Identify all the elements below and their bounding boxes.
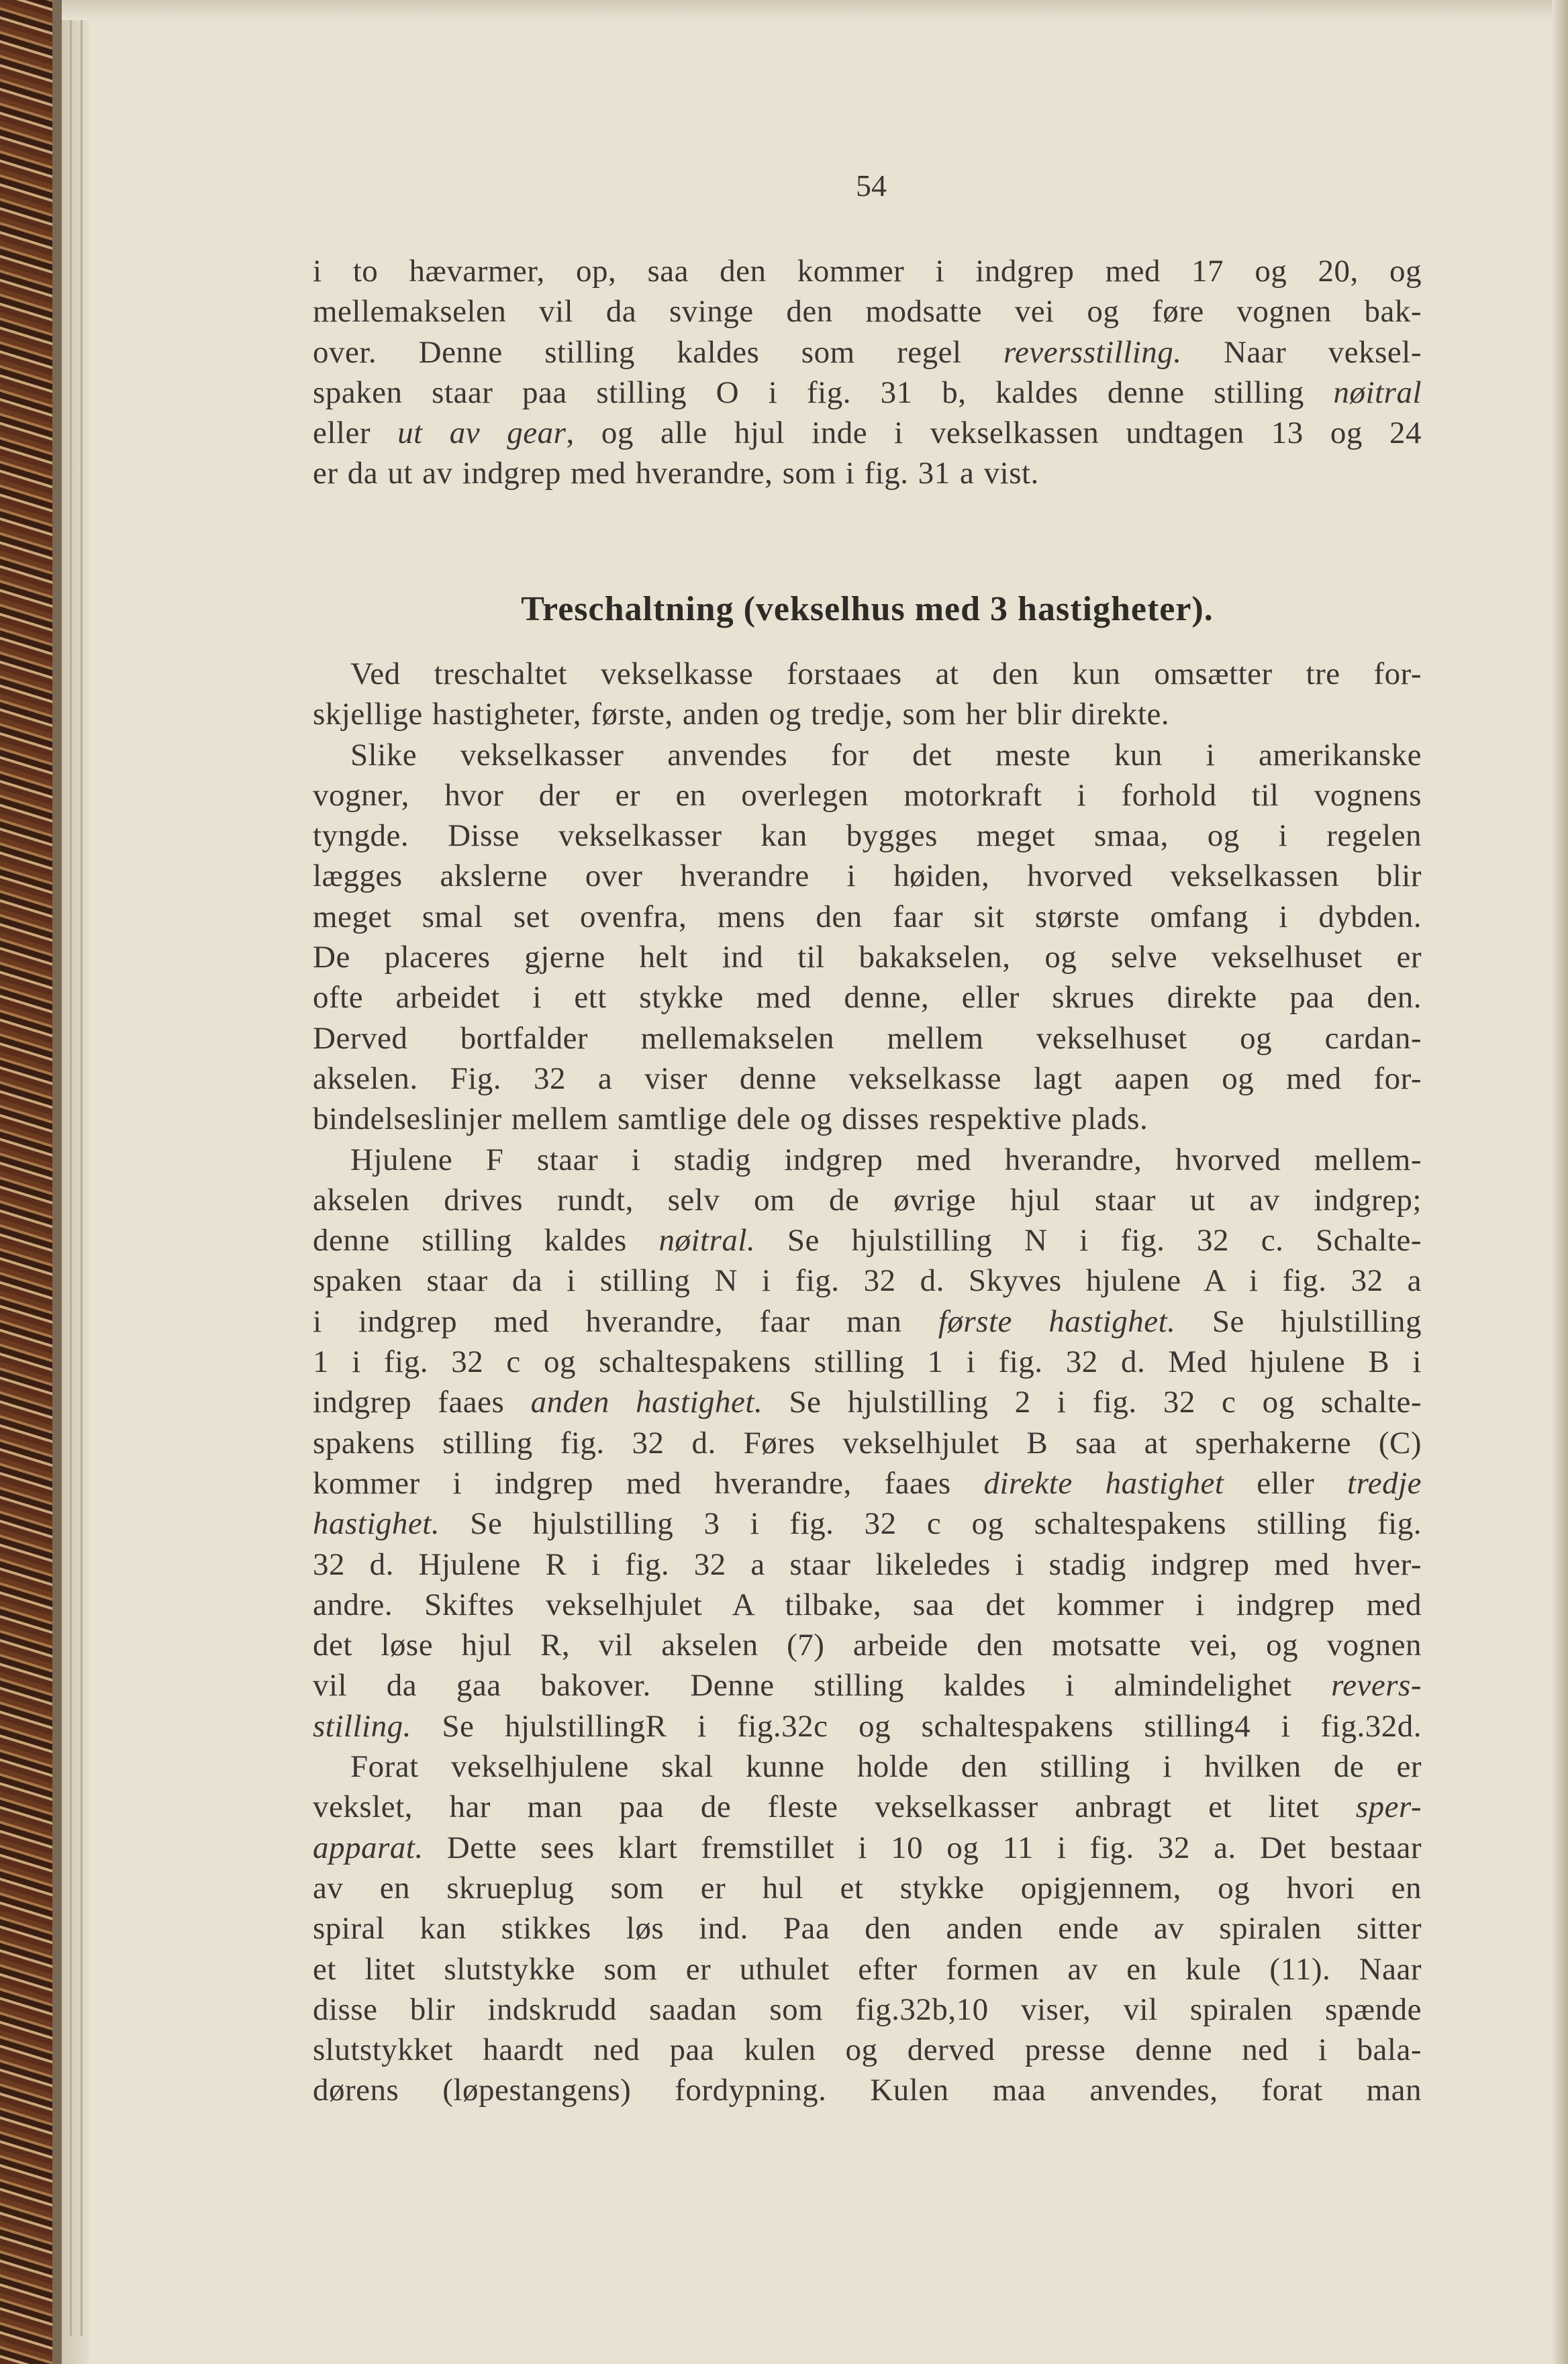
text-run: spakens stilling fig. 32 d. Føres vekselhjulet B saa at sperhakerne (C) — [313, 1425, 1422, 1461]
text-run: et litet slutstykke som er uthulet efter formen av en kule (11). Naar — [313, 1951, 1422, 1987]
italic-term: nøitral. — [658, 1223, 756, 1259]
text-run: spaken staar da i stilling N i fig. 32 d. Skyves hjulene A i fig. 32 a — [313, 1263, 1422, 1299]
text-run: 1 i fig. 32 c og schaltespakens stilling 1 i fig. 32 d. Med hjulene B i — [313, 1344, 1422, 1380]
text-line — [313, 1220, 1422, 1261]
text-line — [313, 1261, 1422, 1301]
text-line — [313, 1058, 1422, 1099]
text-run: akselen. Fig. 32 a viser denne vekselkasse lagt aapen og med for- — [313, 1061, 1422, 1096]
text-line — [313, 251, 1422, 291]
book-spine-marbled-edge — [0, 0, 52, 2364]
text-run: tyngde. Disse vekselkasser kan bygges meget smaa, og i regelen — [313, 818, 1422, 854]
italic-term: ut av gear — [397, 415, 567, 451]
text-line — [313, 1099, 1422, 1139]
text-line — [313, 1625, 1422, 1665]
italic-term: direkte hastighet — [983, 1465, 1224, 1501]
text-line — [313, 735, 1422, 775]
page-edge-line — [70, 13, 72, 2336]
text-line — [313, 1423, 1422, 1463]
page-number: 54 — [856, 168, 887, 203]
text-run: er da ut av indgrep med hverandre, som i fig. 31 a vist. — [313, 456, 1039, 491]
text-run: ofte arbeidet i ett stykke med denne, eller skrues direkte paa den. — [313, 980, 1422, 1016]
text-line — [313, 1828, 1422, 1868]
page-right-edge — [1552, 0, 1568, 2364]
text-line — [313, 694, 1422, 734]
text-line — [313, 1585, 1422, 1625]
text-run: De placeres gjerne helt ind til bakakselen, og selve vekselhuset er — [313, 940, 1422, 975]
text-line — [313, 1746, 1422, 1787]
section-heading: Treschaltning (vekselhus med 3 hastigheter). — [521, 590, 1214, 628]
italic-term: tredje — [1347, 1465, 1422, 1501]
text-run: Naar veksel- — [1181, 334, 1422, 370]
text-line — [313, 937, 1422, 977]
text-line — [313, 373, 1422, 413]
paragraph-block-2 — [313, 654, 1422, 2111]
text-run: Se hjulstilling — [1175, 1303, 1422, 1339]
page-stack-edge — [62, 0, 89, 2364]
text-line — [313, 2070, 1422, 2110]
italic-term: første hastighet. — [938, 1303, 1176, 1339]
text-run: Se hjulstilling N i fig. 32 c. Schalte- — [755, 1223, 1422, 1259]
text-run: det løse hjul R, vil akselen (7) arbeide den motsatte vei, og vognen — [313, 1628, 1422, 1663]
text-run: 32 d. Hjulene R i fig. 32 a staar likeledes i stadig indgrep med hver- — [313, 1546, 1422, 1582]
text-run: disse blir indskrudd saadan som fig.32b,10 viser, vil spiralen spænde — [313, 1991, 1422, 2027]
text-run: denne stilling kaldes — [313, 1223, 659, 1259]
text-line — [313, 775, 1422, 816]
text-line — [313, 1949, 1422, 1989]
page-top-edge — [62, 0, 1568, 20]
text-run: av en skrueplug som er hul et stykke opigjennem, og hvori en — [313, 1870, 1422, 1906]
text-run: vekslet, har man paa de fleste vekselkasser anbragt et litet — [313, 1789, 1356, 1825]
text-run: over. Denne stilling kaldes som regel — [313, 334, 1003, 370]
text-run: mellemakselen vil da svinge den modsatte vei og føre vognen bak- — [313, 294, 1422, 330]
text-run: andre. Skiftes vekselhjulet A tilbake, saa det kommer i indgrep med — [313, 1587, 1422, 1622]
text-line — [313, 291, 1422, 332]
text-line — [313, 977, 1422, 1018]
italic-term: nøitral — [1333, 375, 1422, 410]
text-run: , og alle hjul inde i vekselkassen undtagen 13 og 24 — [566, 415, 1422, 451]
text-line — [313, 1342, 1422, 1382]
text-run: bindelseslinjer mellem samtlige dele og disses respektive plads. — [313, 1101, 1148, 1137]
text-line — [313, 1868, 1422, 1908]
text-run: vil da gaa bakover. Denne stilling kaldes i almindelighet — [313, 1668, 1332, 1704]
text-run: Forat vekselhjulene skal kunne holde den stilling i hvilken de er — [350, 1749, 1422, 1785]
text-line — [313, 1544, 1422, 1585]
text-line — [313, 654, 1422, 694]
text-line — [313, 1706, 1422, 1746]
text-run: dørens (løpestangens) fordypning. Kulen maa anvendes, forat man — [313, 2073, 1422, 2108]
italic-term: hastighet. — [313, 1506, 440, 1542]
text-line — [313, 1787, 1422, 1827]
text-run: meget smal set ovenfra, mens den faar sit største omfang i dybden. — [313, 899, 1422, 934]
italic-term: apparat. — [313, 1830, 424, 1865]
text-line — [313, 1382, 1422, 1422]
italic-term: stilling. — [313, 1708, 411, 1744]
binding-gutter — [52, 0, 62, 2364]
page-edge-line — [81, 13, 83, 2336]
text-run: Hjulene F staar i stadig indgrep med hverandre, hvorved mellem- — [350, 1142, 1422, 1177]
text-run: Dette sees klart fremstillet i 10 og 11 i fig. 32 a. Det bestaar — [423, 1830, 1422, 1865]
text-line — [313, 1018, 1422, 1058]
text-line — [313, 897, 1422, 937]
text-run: slutstykket haardt ned paa kulen og derved presse denne ned i bala- — [313, 2032, 1422, 2068]
text-line — [313, 816, 1422, 856]
text-line — [313, 1504, 1422, 1544]
text-run: spiral kan stikkes løs ind. Paa den anden ende av spiralen sitter — [313, 1911, 1422, 1947]
text-run: i to hævarmer, op, saa den kommer i indgrep med 17 og 20, og — [313, 254, 1422, 289]
text-line — [313, 1665, 1422, 1706]
text-run: Slike vekselkasser anvendes for det meste kun i amerikanske — [350, 737, 1422, 773]
text-line — [313, 1908, 1422, 1949]
text-line — [313, 856, 1422, 896]
italic-term: revers- — [1331, 1668, 1422, 1704]
paragraph-block-1 — [313, 251, 1422, 494]
text-run: Se hjulstillingR i fig.32c og schaltespakens stilling4 i fig.32d. — [411, 1708, 1422, 1744]
text-run: skjellige hastigheter, første, anden og tredje, som her blir direkte. — [313, 697, 1170, 732]
text-run: eller — [1224, 1465, 1348, 1501]
italic-term: anden hastighet. — [530, 1385, 763, 1420]
text-line — [313, 1180, 1422, 1220]
text-run: Se hjulstilling 3 i fig. 32 c og schaltespakens stilling fig. — [440, 1506, 1422, 1542]
text-run: spaken staar paa stilling O i fig. 31 b, kaldes denne stilling — [313, 375, 1334, 410]
text-run: Se hjulstilling 2 i fig. 32 c og schalte- — [763, 1385, 1422, 1420]
text-line — [313, 332, 1422, 373]
text-line — [313, 1989, 1422, 2030]
text-line — [313, 1140, 1422, 1180]
text-run: lægges akslerne over hverandre i høiden, hvorved vekselkassen blir — [313, 858, 1422, 894]
text-run: akselen drives rundt, selv om de øvrige hjul staar ut av indgrep; — [313, 1182, 1422, 1218]
text-run: indgrep faaes — [313, 1385, 531, 1420]
text-run: eller — [313, 415, 398, 451]
italic-term: reversstilling. — [1003, 334, 1182, 370]
text-run: i indgrep med hverandre, faar man — [313, 1303, 938, 1339]
text-line — [313, 1301, 1422, 1342]
text-line — [313, 453, 1422, 493]
text-run: Ved treschaltet vekselkasse forstaaes at den kun omsætter tre for- — [350, 656, 1422, 691]
text-run: Derved bortfalder mellemakselen mellem vekselhuset og cardan- — [313, 1020, 1422, 1056]
text-line — [313, 2030, 1422, 2070]
text-run: kommer i indgrep med hverandre, faaes — [313, 1465, 984, 1501]
text-run: vogner, hvor der er en overlegen motorkraft i forhold til vognens — [313, 777, 1422, 813]
italic-term: sper- — [1355, 1789, 1422, 1825]
text-line — [313, 413, 1422, 453]
text-line — [313, 1463, 1422, 1504]
